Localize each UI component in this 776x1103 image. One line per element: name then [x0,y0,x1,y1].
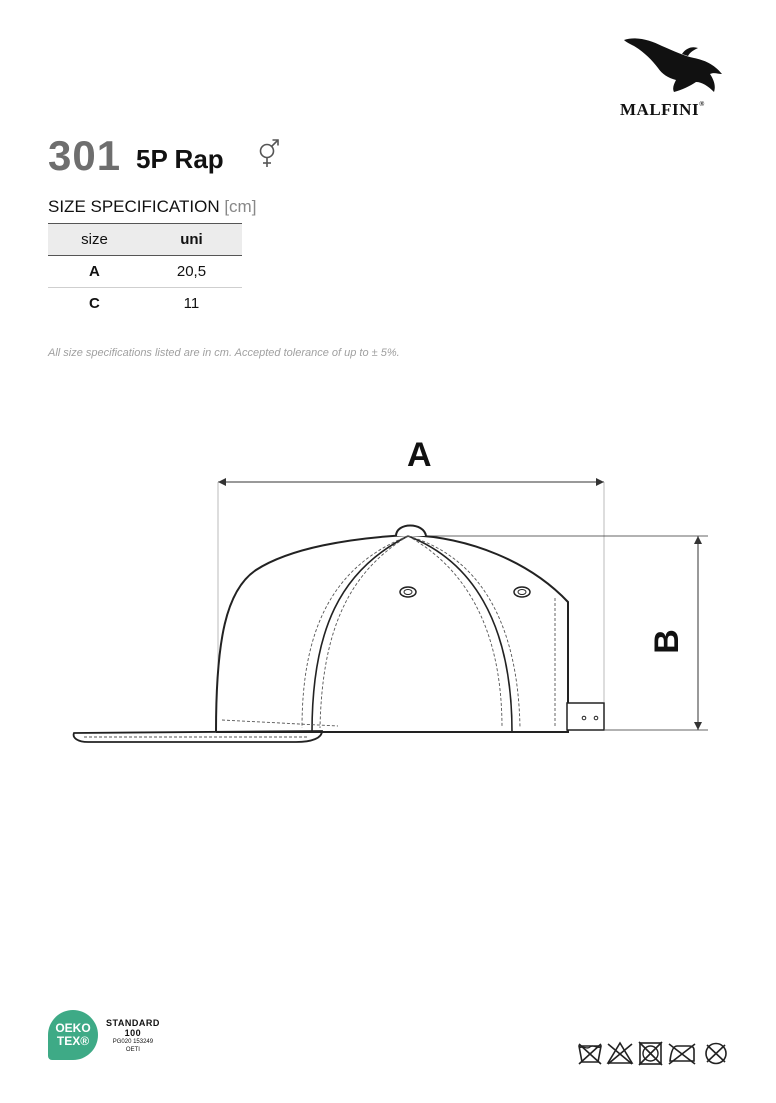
oeko-tex-badge [48,1010,178,1070]
row-value: 20,5 [141,256,242,288]
care-symbols [577,1040,733,1066]
oeko-line2: TEX® [56,1034,90,1048]
oeko-standard-number: 100 [124,1028,142,1038]
no-bleach-icon [608,1043,632,1064]
unisex-icon [253,138,285,170]
dimension-b-label: B [647,629,686,654]
table-row [48,256,242,288]
cap-button [396,526,426,537]
no-iron-icon [669,1044,695,1064]
row-value: 11 [183,295,200,312]
table-header-row [48,224,242,256]
brand-logo [614,34,734,124]
oeko-line1: OEKO [55,1021,91,1035]
brand-name: MALFINI® [620,100,705,119]
spec-unit: [cm] [224,197,257,216]
row-label: A [48,256,141,288]
no-wash-icon [579,1044,601,1064]
oeko-tex-logo [48,1010,98,1060]
header-size: size [48,224,141,256]
size-table [48,223,242,319]
eyelet [400,587,416,597]
tolerance-note: All size specifications listed are in cm. Accepted tolerance of up to ± 5%. [48,347,400,359]
cap-technical-drawing [0,420,776,780]
cap-crown [216,535,568,732]
no-dry-clean-icon [706,1044,726,1064]
eagle-icon [622,34,726,96]
oeko-certificate: PG020 153249 [112,1039,154,1045]
spec-title [48,197,256,217]
oeko-standard: STANDARD [106,1018,160,1028]
oeko-institute: OETI [125,1047,140,1053]
eyelet [514,587,530,597]
row-label: C [89,295,100,312]
header-uni: uni [141,224,242,256]
dimension-a-label: A [407,436,432,474]
table-row [48,288,242,320]
product-code: 301 [48,132,122,179]
oeko-standard-text [106,1018,160,1054]
spec-title-text: SIZE SPECIFICATION [48,197,220,216]
no-tumble-dry-icon [639,1042,662,1065]
product-name: 5P Rap [136,144,224,174]
